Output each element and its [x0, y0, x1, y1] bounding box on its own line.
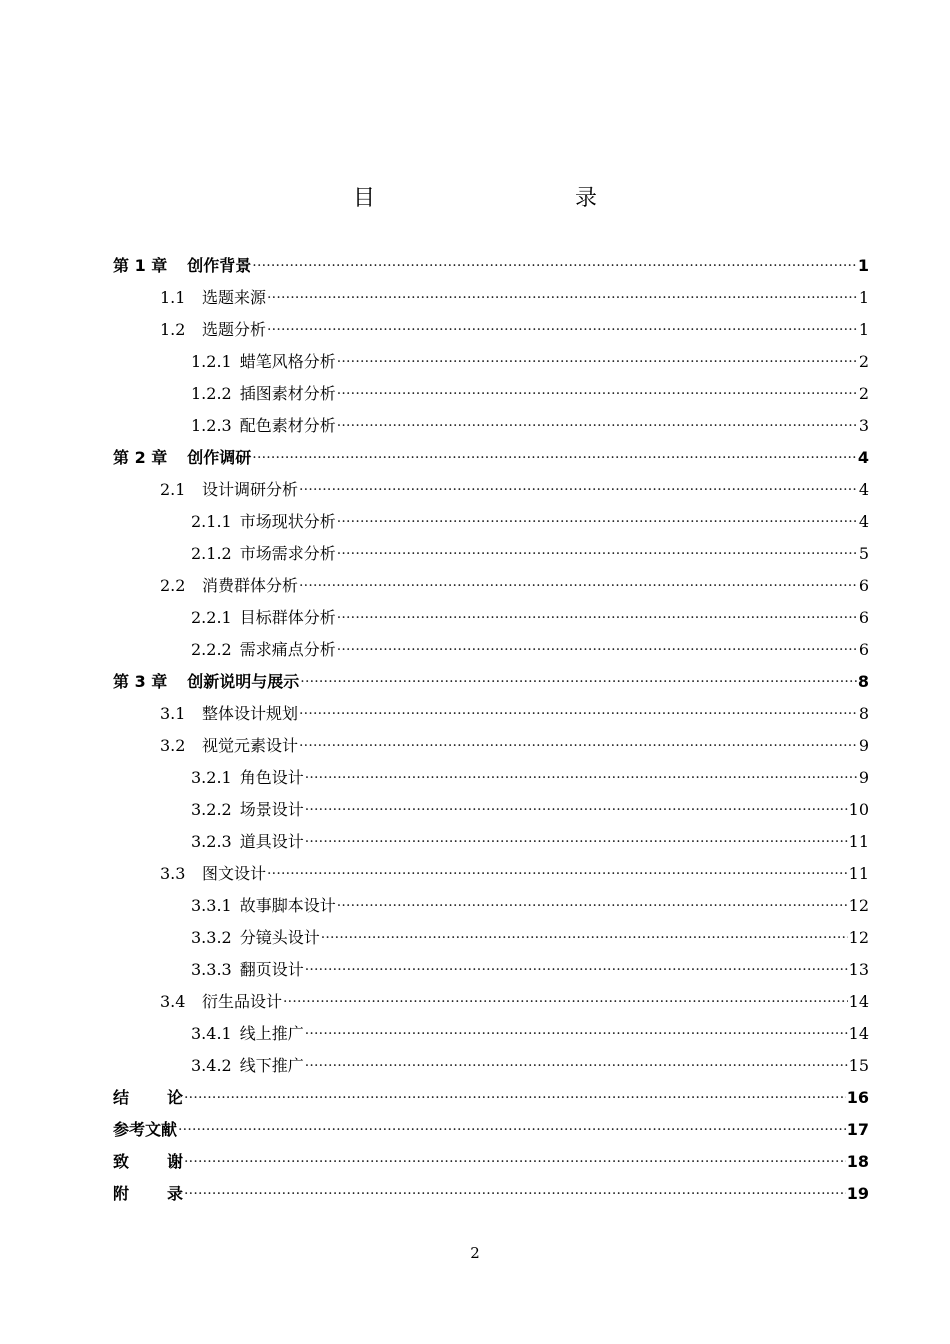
- toc-entry-number: 1.2.2: [191, 384, 232, 403]
- toc-leader-dots: [305, 832, 848, 852]
- toc-title: 目 录: [352, 186, 649, 211]
- toc-leader-dots: [337, 384, 858, 404]
- toc-entry[interactable]: [113, 788, 869, 820]
- toc-entry-number: 3.2.2: [191, 800, 232, 819]
- toc-entry-page: 19: [846, 1184, 869, 1203]
- toc-entry-label: [191, 800, 304, 820]
- toc-entry-text: 需求痛点分析: [239, 640, 336, 659]
- toc-entry[interactable]: [113, 820, 869, 852]
- toc-entry-text: 故事脚本设计: [239, 896, 336, 915]
- toc-entry-label: [191, 608, 336, 628]
- toc-leader-dots: [305, 1056, 848, 1076]
- toc-entry-number: 第 1 章: [113, 256, 168, 275]
- toc-entry-page: 17: [846, 1120, 869, 1139]
- toc-entry-number: 3.1: [160, 704, 186, 723]
- toc-entry-page: 11: [848, 864, 869, 883]
- toc-leader-dots: [337, 352, 858, 372]
- toc-entry-text: 插图素材分析: [239, 384, 336, 403]
- toc-entry-text: 图文设计: [202, 864, 267, 883]
- toc-entry-number: 3.4.2: [191, 1056, 232, 1075]
- toc-entry-page: 8: [858, 704, 869, 723]
- toc-entry-number: 2.1.1: [191, 512, 232, 531]
- toc-entry-page: 11: [848, 832, 869, 851]
- toc-entry-label: [191, 640, 336, 660]
- toc-entry-page: 4: [858, 480, 869, 499]
- toc-entry-number: 3.2: [160, 736, 186, 755]
- toc-entry-number: 3.3.2: [191, 928, 232, 947]
- table-of-contents: [113, 244, 869, 1204]
- toc-leader-dots: [252, 256, 857, 276]
- toc-entry-label: [191, 928, 320, 948]
- toc-entry-page: 6: [858, 640, 869, 659]
- toc-leader-dots: [305, 768, 858, 788]
- toc-entry-label: [113, 1088, 222, 1108]
- toc-entry-label: [191, 384, 336, 404]
- toc-entry[interactable]: [113, 244, 869, 276]
- toc-leader-dots: [299, 480, 858, 500]
- toc-entry-text: 创作背景: [187, 256, 252, 275]
- toc-entry-label: [113, 672, 299, 692]
- toc-leader-dots: [299, 736, 858, 756]
- toc-entry-number: 第 3 章: [113, 672, 168, 691]
- toc-entry[interactable]: [113, 1140, 869, 1172]
- toc-leader-dots: [184, 1184, 846, 1204]
- toc-entry-page: 6: [858, 608, 869, 627]
- toc-entry-text: 线上推广: [239, 1024, 304, 1043]
- toc-entry-page: 16: [846, 1088, 869, 1107]
- toc-entry-number: 3.4.1: [191, 1024, 232, 1043]
- toc-entry[interactable]: [113, 468, 869, 500]
- toc-entry-number: 3.3.1: [191, 896, 232, 915]
- toc-entry-text: 蜡笔风格分析: [239, 352, 336, 371]
- toc-entry-label: [191, 960, 304, 980]
- page-number: 2: [470, 1244, 480, 1262]
- toc-entry-page: 12: [848, 896, 869, 915]
- toc-entry[interactable]: [113, 1172, 869, 1204]
- toc-entry-text: 附录: [113, 1184, 222, 1203]
- toc-entry-text: 选题分析: [202, 320, 267, 339]
- toc-leader-dots: [283, 992, 848, 1012]
- toc-entry-label: [191, 1024, 304, 1044]
- toc-entry-number: 2.1: [160, 480, 186, 499]
- toc-entry-text: 设计调研分析: [202, 480, 299, 499]
- toc-entry-number: 2.2.2: [191, 640, 232, 659]
- toc-entry-label: [160, 864, 266, 884]
- toc-entry-label: [160, 992, 282, 1012]
- toc-entry-text: 参考文献: [113, 1120, 178, 1139]
- toc-entry-label: [160, 736, 298, 756]
- toc-entry[interactable]: [113, 692, 869, 724]
- toc-entry-label: [160, 480, 298, 500]
- toc-entry-page: 3: [858, 416, 869, 435]
- toc-entry[interactable]: [113, 660, 869, 692]
- toc-leader-dots: [184, 1088, 846, 1108]
- toc-entry-text: 致谢: [113, 1152, 222, 1171]
- toc-entry-number: 2.2: [160, 576, 186, 595]
- toc-entry-text: 选题来源: [202, 288, 267, 307]
- toc-entry[interactable]: [113, 308, 869, 340]
- toc-leader-dots: [305, 800, 848, 820]
- toc-entry[interactable]: [113, 404, 869, 436]
- toc-entry-text: 消费群体分析: [202, 576, 299, 595]
- toc-entry-text: 市场现状分析: [239, 512, 336, 531]
- toc-entry-text: 视觉元素设计: [202, 736, 299, 755]
- toc-entry-page: 10: [848, 800, 869, 819]
- toc-entry-text: 目标群体分析: [239, 608, 336, 627]
- toc-entry-label: [113, 256, 251, 276]
- toc-entry-page: 9: [858, 768, 869, 787]
- toc-leader-dots: [305, 960, 848, 980]
- toc-entry[interactable]: [113, 276, 869, 308]
- toc-entry-page: 6: [858, 576, 869, 595]
- toc-entry-page: 1: [858, 320, 869, 339]
- toc-entry[interactable]: [113, 1076, 869, 1108]
- toc-entry[interactable]: [113, 596, 869, 628]
- toc-leader-dots: [337, 896, 848, 916]
- toc-entry[interactable]: [113, 948, 869, 980]
- toc-leader-dots: [267, 320, 858, 340]
- toc-entry[interactable]: [113, 564, 869, 596]
- toc-entry[interactable]: [113, 500, 869, 532]
- toc-entry-page: 15: [848, 1056, 869, 1075]
- toc-entry-label: [113, 448, 251, 468]
- toc-entry-page: 14: [848, 1024, 869, 1043]
- toc-entry-label: [160, 704, 298, 724]
- toc-entry-text: 配色素材分析: [239, 416, 336, 435]
- toc-leader-dots: [337, 544, 858, 564]
- toc-entry-text: 市场需求分析: [239, 544, 336, 563]
- toc-entry-page: 8: [857, 672, 869, 691]
- toc-leader-dots: [252, 448, 857, 468]
- toc-entry[interactable]: [113, 1044, 869, 1076]
- toc-leader-dots: [337, 608, 858, 628]
- toc-entry[interactable]: [113, 852, 869, 884]
- toc-entry-text: 道具设计: [239, 832, 304, 851]
- toc-leader-dots: [299, 576, 858, 596]
- toc-entry-label: [113, 1184, 222, 1204]
- toc-entry[interactable]: [113, 724, 869, 756]
- toc-entry-page: 18: [846, 1152, 869, 1171]
- toc-leader-dots: [184, 1152, 846, 1172]
- toc-leader-dots: [299, 704, 858, 724]
- toc-leader-dots: [321, 928, 848, 948]
- toc-entry-number: 3.3.3: [191, 960, 232, 979]
- toc-entry-page: 4: [858, 512, 869, 531]
- toc-entry-number: 1.2.3: [191, 416, 232, 435]
- toc-entry[interactable]: [113, 980, 869, 1012]
- toc-leader-dots: [267, 864, 848, 884]
- toc-entry-label: [191, 352, 336, 372]
- toc-entry-label: [191, 416, 336, 436]
- toc-entry-label: [160, 288, 266, 308]
- toc-entry-number: 1.2.1: [191, 352, 232, 371]
- toc-entry-number: 3.2.1: [191, 768, 232, 787]
- toc-entry-page: 1: [857, 256, 869, 275]
- toc-entry-number: 3.3: [160, 864, 186, 883]
- toc-entry-page: 2: [858, 352, 869, 371]
- toc-entry[interactable]: [113, 340, 869, 372]
- toc-entry[interactable]: [113, 532, 869, 564]
- toc-entry-number: 1.1: [160, 288, 186, 307]
- toc-entry-page: 13: [848, 960, 869, 979]
- toc-entry[interactable]: [113, 372, 869, 404]
- toc-entry[interactable]: [113, 884, 869, 916]
- toc-leader-dots: [337, 512, 858, 532]
- toc-entry-label: [160, 576, 298, 596]
- toc-entry-page: 1: [858, 288, 869, 307]
- toc-entry-number: 2.2.1: [191, 608, 232, 627]
- toc-entry[interactable]: [113, 916, 869, 948]
- toc-entry-label: [191, 896, 336, 916]
- toc-entry[interactable]: [113, 1012, 869, 1044]
- toc-entry-page: 9: [858, 736, 869, 755]
- toc-entry-text: 整体设计规划: [202, 704, 299, 723]
- toc-entry[interactable]: [113, 436, 869, 468]
- toc-entry-label: [113, 1120, 177, 1140]
- toc-entry-label: [160, 320, 266, 340]
- toc-entry[interactable]: [113, 628, 869, 660]
- toc-entry-text: 衍生品设计: [202, 992, 283, 1011]
- toc-leader-dots: [178, 1120, 846, 1140]
- toc-entry-label: [191, 832, 304, 852]
- toc-leader-dots: [337, 416, 858, 436]
- toc-entry-text: 翻页设计: [239, 960, 304, 979]
- toc-entry-label: [191, 768, 304, 788]
- toc-entry-number: 3.4: [160, 992, 186, 1011]
- toc-entry-label: [191, 512, 336, 532]
- toc-entry-text: 结论: [113, 1088, 222, 1107]
- toc-entry-number: 2.1.2: [191, 544, 232, 563]
- toc-entry-text: 场景设计: [239, 800, 304, 819]
- toc-entry-text: 角色设计: [239, 768, 304, 787]
- toc-entry-text: 创作调研: [187, 448, 252, 467]
- toc-leader-dots: [267, 288, 858, 308]
- toc-leader-dots: [305, 1024, 848, 1044]
- toc-entry[interactable]: [113, 1108, 869, 1140]
- toc-entry-number: 3.2.3: [191, 832, 232, 851]
- toc-entry-page: 2: [858, 384, 869, 403]
- toc-leader-dots: [337, 640, 858, 660]
- toc-entry[interactable]: [113, 756, 869, 788]
- toc-entry-text: 分镜头设计: [239, 928, 320, 947]
- toc-entry-page: 5: [858, 544, 869, 563]
- toc-entry-page: 12: [848, 928, 869, 947]
- toc-entry-label: [191, 544, 336, 564]
- toc-entry-text: 创新说明与展示: [187, 672, 300, 691]
- toc-entry-page: 4: [857, 448, 869, 467]
- toc-leader-dots: [300, 672, 857, 692]
- toc-entry-text: 线下推广: [239, 1056, 304, 1075]
- toc-entry-page: 14: [848, 992, 869, 1011]
- toc-entry-number: 1.2: [160, 320, 186, 339]
- toc-entry-label: [113, 1152, 222, 1172]
- toc-entry-label: [191, 1056, 304, 1076]
- toc-entry-number: 第 2 章: [113, 448, 168, 467]
